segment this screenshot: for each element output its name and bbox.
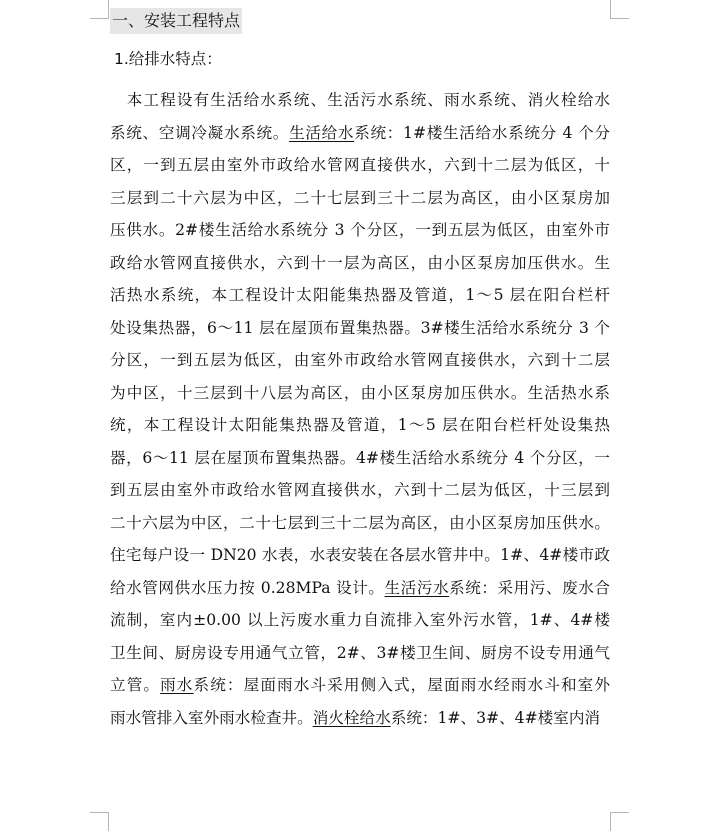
text-run: 流制，室内±0.00 以上污废水重力自流排入室外污水管，1#、4#楼	[110, 611, 610, 629]
text-run: 本工程设有生活给水系统、生活污水系统、雨水系统、消火栓给水	[110, 91, 610, 109]
text-line	[110, 117, 610, 150]
text-line	[110, 84, 610, 117]
text-run: 系统：屋面雨水斗采用侧入式，屋面雨水经雨水斗和室外	[193, 676, 610, 694]
text-run: 器，6～11 层在屋顶布置集热器。4#楼生活给水系统分 4 个分区，一	[110, 448, 610, 467]
text-run: 系统：1#、3#、4#楼室内消	[390, 708, 601, 727]
text-run: 二十六层为中区，二十七层到三十二层为高区，由小区泵房加压供水。	[110, 513, 610, 532]
text-line	[110, 279, 610, 312]
text-run: 为中区，十三层到十八层为高区，由小区泵房加压供水。生活热水系	[110, 383, 610, 402]
text-run: 给水管网供水压力按 0.28MPa 设计。	[110, 578, 385, 597]
text-run: 住宅每户设一 DN20 水表，水表安装在各层水管井中。1#、4#楼市政	[110, 546, 610, 564]
text-line	[110, 344, 610, 377]
text-line	[110, 409, 610, 442]
text-line	[110, 214, 610, 247]
section-heading[interactable]: 一、安装工程特点	[110, 8, 242, 34]
text-run: 统，本工程设计太阳能集热器及管道，1～5 层在阳台栏杆处设集热	[110, 416, 610, 434]
text-run: 活热水系统，本工程设计太阳能集热器及管道，1～5 层在阳台栏杆	[110, 286, 610, 304]
underlined-term: 消火栓给水	[312, 708, 391, 727]
text-run: 三层到二十六层为中区，二十七层到三十二层为高区，由小区泵房加	[110, 188, 610, 207]
text-run: 压供水。2#楼生活给水系统分 3 个分区，一到五层为低区，由室外市	[110, 221, 610, 239]
text-run: 分区，一到五层为低区，由室外市政给水管网直接供水，六到十二层	[110, 351, 610, 369]
text-line	[110, 669, 610, 702]
text-run: 处设集热器，6～11 层在屋顶布置集热器。3#楼生活给水系统分 3 个	[110, 318, 610, 337]
text-line	[110, 377, 610, 410]
underlined-term: 生活给水	[289, 123, 355, 142]
text-run: 系统：采用污、废水合	[449, 578, 610, 597]
underlined-term: 雨水	[160, 676, 194, 694]
text-line	[110, 442, 610, 475]
text-run: 系统、空调冷凝水系统。	[110, 123, 290, 142]
text-run: 雨水管排入室外雨水检查井。	[110, 708, 313, 727]
text-line	[110, 149, 610, 182]
text-run: 卫生间、厨房设专用通气立管，2#、3#楼卫生间、厨房不设专用通气	[110, 643, 610, 662]
text-line	[110, 572, 610, 605]
text-line	[110, 604, 610, 637]
underlined-term: 生活污水	[384, 578, 450, 597]
text-run: 立管。	[110, 676, 161, 694]
text-run: 到五层由室外市政给水管网直接供水，六到十二层为低区，十三层到	[110, 481, 610, 499]
page-corner-mark	[90, 812, 109, 831]
text-run: 系统：1#楼生活给水系统分 4 个分	[354, 123, 610, 142]
text-run: 政给水管网直接供水，六到十一层为高区，由小区泵房加压供水。生	[110, 253, 610, 272]
page-corner-mark	[610, 812, 629, 831]
subsection-heading[interactable]: 1.给排水特点：	[114, 50, 222, 68]
text-line	[110, 247, 610, 280]
text-line	[110, 539, 610, 572]
text-line	[110, 637, 610, 670]
page-corner-mark	[90, 0, 109, 19]
text-line	[110, 474, 610, 507]
text-line	[110, 312, 610, 345]
text-line	[110, 702, 610, 735]
text-run: 区，一到五层由室外市政给水管网直接供水，六到十二层为低区，十	[110, 156, 610, 174]
text-line	[110, 507, 610, 540]
text-line	[110, 182, 610, 215]
body-paragraph[interactable]	[110, 84, 610, 734]
page-corner-mark	[610, 0, 629, 19]
